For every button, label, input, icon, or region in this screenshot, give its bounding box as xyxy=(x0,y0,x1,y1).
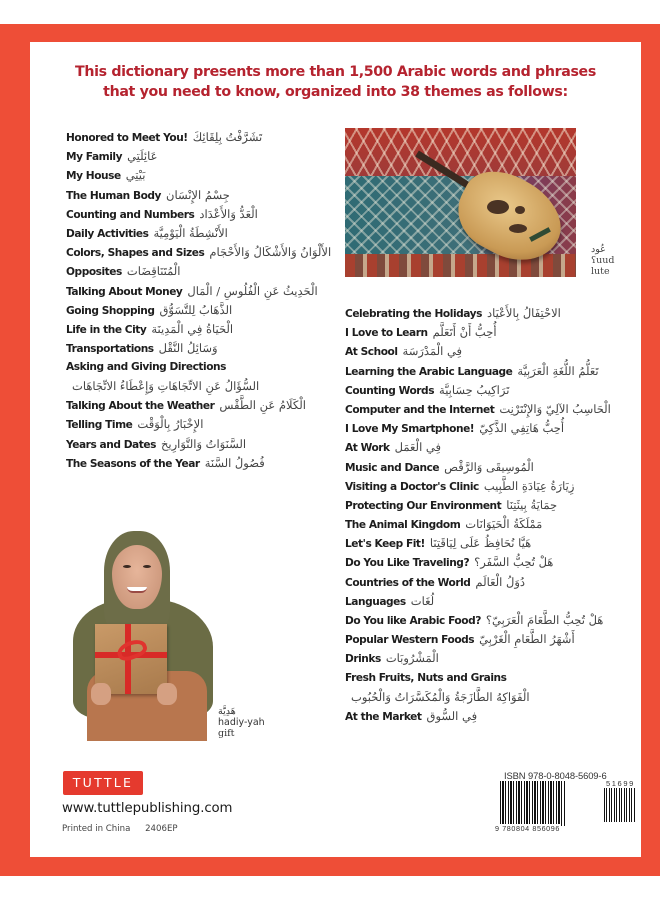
theme-item xyxy=(345,323,645,342)
theme-english: Music and Dance xyxy=(345,461,440,474)
oud-rosette-small xyxy=(515,206,525,214)
theme-arabic: فُصُولُ السَّنَة xyxy=(204,455,265,470)
theme-item xyxy=(66,282,366,301)
theme-item xyxy=(66,339,366,358)
theme-item xyxy=(345,592,645,611)
theme-item xyxy=(66,243,366,262)
theme-arabic: تَعَلُّمُ اللُّغَةِ الْعَرَبِيَّة xyxy=(517,363,599,378)
theme-arabic: وَسَائِلُ النَّقْل xyxy=(158,341,218,356)
theme-item xyxy=(345,496,645,515)
gift-caption-arabic: هَدِيَّة xyxy=(218,706,236,717)
theme-english: Daily Activities xyxy=(66,227,149,240)
theme-english: Counting and Numbers xyxy=(66,208,195,221)
theme-item xyxy=(345,515,645,534)
theme-english: Let's Keep Fit! xyxy=(345,538,425,551)
theme-arabic: حِمَايَةُ بِيئَتِنَا xyxy=(506,497,558,512)
theme-arabic: هَلْ تُحِبُّ السَّفَر؟ xyxy=(474,555,554,570)
rug-pattern xyxy=(345,254,576,277)
theme-arabic: جِسْمُ الإِنْسَان xyxy=(166,187,230,202)
theme-item xyxy=(345,611,645,630)
theme-arabic: أُحِبُّ أَنْ أَتَعَلَّم xyxy=(432,325,497,340)
theme-english: At the Market xyxy=(345,710,422,723)
theme-english: Popular Western Foods xyxy=(345,634,475,647)
theme-english: Protecting Our Environment xyxy=(345,499,502,512)
theme-english: My House xyxy=(66,170,121,183)
theme-english: At Work xyxy=(345,442,390,455)
theme-arabic: أُحِبُّ هَاتِفِي الذَّكِيّ xyxy=(479,421,565,436)
theme-english: Do You Like Traveling? xyxy=(345,557,470,570)
theme-item xyxy=(345,573,645,592)
theme-english: Talking About Money xyxy=(66,285,183,298)
hand-left xyxy=(91,683,111,705)
theme-item xyxy=(66,128,366,147)
theme-arabic: الْحَيَاةُ فِي الْمَدِينَة xyxy=(151,321,234,336)
theme-arabic: لُغَات xyxy=(410,593,435,608)
eye-left xyxy=(123,565,131,568)
intro-line-2: that you need to know, organized into 38 themes as follows: xyxy=(103,84,568,100)
theme-arabic: السُّؤَالُ عَنِ الاتِّجَاهَاتِ وَإِعْطَاءُ الاتِّجَاهَات xyxy=(72,379,260,394)
theme-item xyxy=(345,669,645,707)
theme-item xyxy=(66,166,366,185)
theme-arabic: فِي الْعَمَل xyxy=(394,440,441,455)
theme-arabic: الْحَاسِبُ الآلِيّ وَالإِنْتَرْنِت xyxy=(499,401,611,416)
theme-item xyxy=(66,186,366,205)
eye-right xyxy=(143,565,151,568)
oud-caption-arabic: عُود xyxy=(591,244,606,255)
oud-photo xyxy=(345,128,576,277)
oud-rosette xyxy=(487,200,509,214)
theme-list-right xyxy=(345,304,645,726)
theme-english: Talking About the Weather xyxy=(66,400,215,413)
theme-item xyxy=(66,147,366,166)
theme-english: Drinks xyxy=(345,653,381,666)
theme-english: The Human Body xyxy=(66,189,162,202)
theme-item xyxy=(66,262,366,281)
theme-arabic: عَائِلَتِي xyxy=(127,149,158,164)
theme-arabic: الإِخْبَارُ بِالْوَقْت xyxy=(137,417,204,432)
publisher-website[interactable]: www.tuttlepublishing.com xyxy=(62,801,233,816)
theme-english: I Love My Smartphone! xyxy=(345,423,475,436)
theme-english: My Family xyxy=(66,151,123,164)
theme-item xyxy=(345,400,645,419)
oud-caption-english: lute xyxy=(591,266,610,277)
theme-english: Do You like Arabic Food? xyxy=(345,615,481,627)
theme-item xyxy=(66,358,366,396)
theme-english: Celebrating the Holidays xyxy=(345,308,482,320)
theme-english: Learning the Arabic Language xyxy=(345,365,513,378)
theme-item xyxy=(345,381,645,400)
theme-english: Going Shopping xyxy=(66,304,155,317)
theme-arabic: الْمُوسِيقَى وَالرَّقْص xyxy=(444,459,534,474)
theme-english: The Animal Kingdom xyxy=(345,519,461,532)
hand-right xyxy=(157,683,177,705)
theme-arabic: بَيْتِي xyxy=(125,168,146,183)
theme-arabic: الذَّهَابُ لِلتَّسَوُّق xyxy=(159,302,233,317)
isbn-label: ISBN 978-0-8048-5609-6 xyxy=(504,770,607,781)
theme-english: Colors, Shapes and Sizes xyxy=(66,247,205,260)
theme-item xyxy=(345,304,645,323)
theme-english: At School xyxy=(345,346,398,359)
theme-arabic: فِي السُّوق xyxy=(426,708,478,723)
gift-caption xyxy=(218,706,278,739)
theme-arabic: هَلْ تُحِبُّ الطَّعَامَ الْعَرَبِيّ؟ xyxy=(485,613,604,627)
cover-panel xyxy=(30,42,641,857)
theme-item xyxy=(345,342,645,361)
theme-item xyxy=(345,477,645,496)
price-code: 51699 xyxy=(606,779,635,788)
theme-arabic: السَّنَوَاتُ وَالتَّوَارِيخ xyxy=(160,436,247,451)
theme-english: Years and Dates xyxy=(66,438,156,451)
theme-item xyxy=(345,458,645,477)
tuttle-logo: TUTTLE xyxy=(63,771,143,795)
theme-english: Telling Time xyxy=(66,419,133,432)
theme-item xyxy=(66,205,366,224)
gift-caption-english: gift xyxy=(218,728,235,739)
theme-english: Counting Words xyxy=(345,384,435,397)
theme-item xyxy=(345,438,645,457)
theme-english: Life in the City xyxy=(66,323,147,336)
theme-item xyxy=(66,415,366,434)
theme-item xyxy=(66,320,366,339)
price-barcode-icon xyxy=(604,788,636,822)
theme-english: Countries of the World xyxy=(345,576,471,589)
theme-arabic: الْحَدِيثُ عَنِ الْفُلُوسِ / الْمَال xyxy=(187,283,318,298)
theme-english: I Love to Learn xyxy=(345,327,428,340)
theme-item xyxy=(66,224,366,243)
print-info xyxy=(62,824,178,834)
theme-arabic: أَشْهَرُ الطَّعَامِ الْغَرْبِيّ xyxy=(479,632,575,647)
barcode-digits: 9 780804 856096 xyxy=(495,824,560,833)
theme-arabic: الْمَشْرُوبَات xyxy=(385,651,439,666)
face xyxy=(112,545,162,609)
printed-in: Printed in China xyxy=(62,824,131,834)
theme-item xyxy=(345,534,645,553)
theme-item xyxy=(66,301,366,320)
theme-arabic: دُوَلُ الْعَالَم xyxy=(475,574,526,589)
oud-caption-translit: ʕuud xyxy=(591,255,615,266)
theme-item xyxy=(66,454,366,473)
theme-list-left xyxy=(66,128,366,473)
gift-photo xyxy=(67,531,212,741)
gift-caption-translit: hadiy-yah xyxy=(218,717,265,728)
theme-arabic: الأَلْوَانُ وَالأَشْكَالُ وَالأَحْجَام xyxy=(209,245,332,260)
theme-arabic: زِيَارَةُ عِيَادَةِ الطَّبِيب xyxy=(483,478,575,493)
theme-english: Languages xyxy=(345,595,406,608)
intro-heading xyxy=(30,62,641,102)
theme-arabic: تَرَاكِيبُ حِسَابِيَّة xyxy=(439,382,510,397)
print-code: 2406EP xyxy=(145,824,178,834)
intro-line-1: This dictionary presents more than 1,500 Arabic words and phrases xyxy=(75,64,596,80)
carpet-pattern xyxy=(345,128,576,183)
theme-english: Honored to Meet You! xyxy=(66,132,188,144)
theme-arabic: مَمْلَكَةُ الْحَيَوَانَات xyxy=(465,517,543,532)
theme-item xyxy=(66,396,366,415)
barcode-icon xyxy=(500,781,566,826)
theme-english: Visiting a Doctor's Clinic xyxy=(345,480,479,493)
oud-rosette-mid xyxy=(509,224,527,233)
theme-arabic: الأَنْشِطَةُ الْيَوْمِيَّة xyxy=(153,225,228,240)
theme-item xyxy=(345,419,645,438)
theme-arabic: الاحْتِفَالُ بِالأَعْيَاد xyxy=(486,306,561,320)
theme-item xyxy=(345,707,645,726)
theme-arabic: هَيَّا نُحَافِظُ عَلَى لِيَاقَتِنَا xyxy=(429,536,532,551)
theme-english: Asking and Giving Directions xyxy=(66,361,226,374)
theme-english: Opposites xyxy=(66,266,122,279)
theme-english: Transportations xyxy=(66,343,154,356)
theme-arabic: فِي الْمَدْرَسَة xyxy=(402,344,463,359)
theme-english: Computer and the Internet xyxy=(345,403,495,416)
theme-arabic: الْكَلَامُ عَنِ الطَّقْس xyxy=(219,398,306,413)
theme-item xyxy=(345,630,645,649)
theme-item xyxy=(345,553,645,572)
theme-arabic: الْمُتَنَاقِضَات xyxy=(126,264,181,279)
theme-arabic: الْفَوَاكِهُ الطَّازَجَةُ وَالْمُكَسَّرَاتُ وَالْحُبُوب xyxy=(351,689,530,704)
theme-arabic: تَشَرَّفْتُ بِلِقَائِكَ xyxy=(192,130,263,144)
theme-item xyxy=(345,649,645,668)
theme-item xyxy=(66,435,366,454)
smile xyxy=(127,587,147,593)
theme-english: Fresh Fruits, Nuts and Grains xyxy=(345,671,507,684)
theme-arabic: الْعَدُّ وَالأَعْدَاد xyxy=(199,206,258,221)
oud-caption xyxy=(591,244,636,277)
cover-frame xyxy=(0,24,660,876)
theme-item xyxy=(345,362,645,381)
theme-english: The Seasons of the Year xyxy=(66,457,200,470)
